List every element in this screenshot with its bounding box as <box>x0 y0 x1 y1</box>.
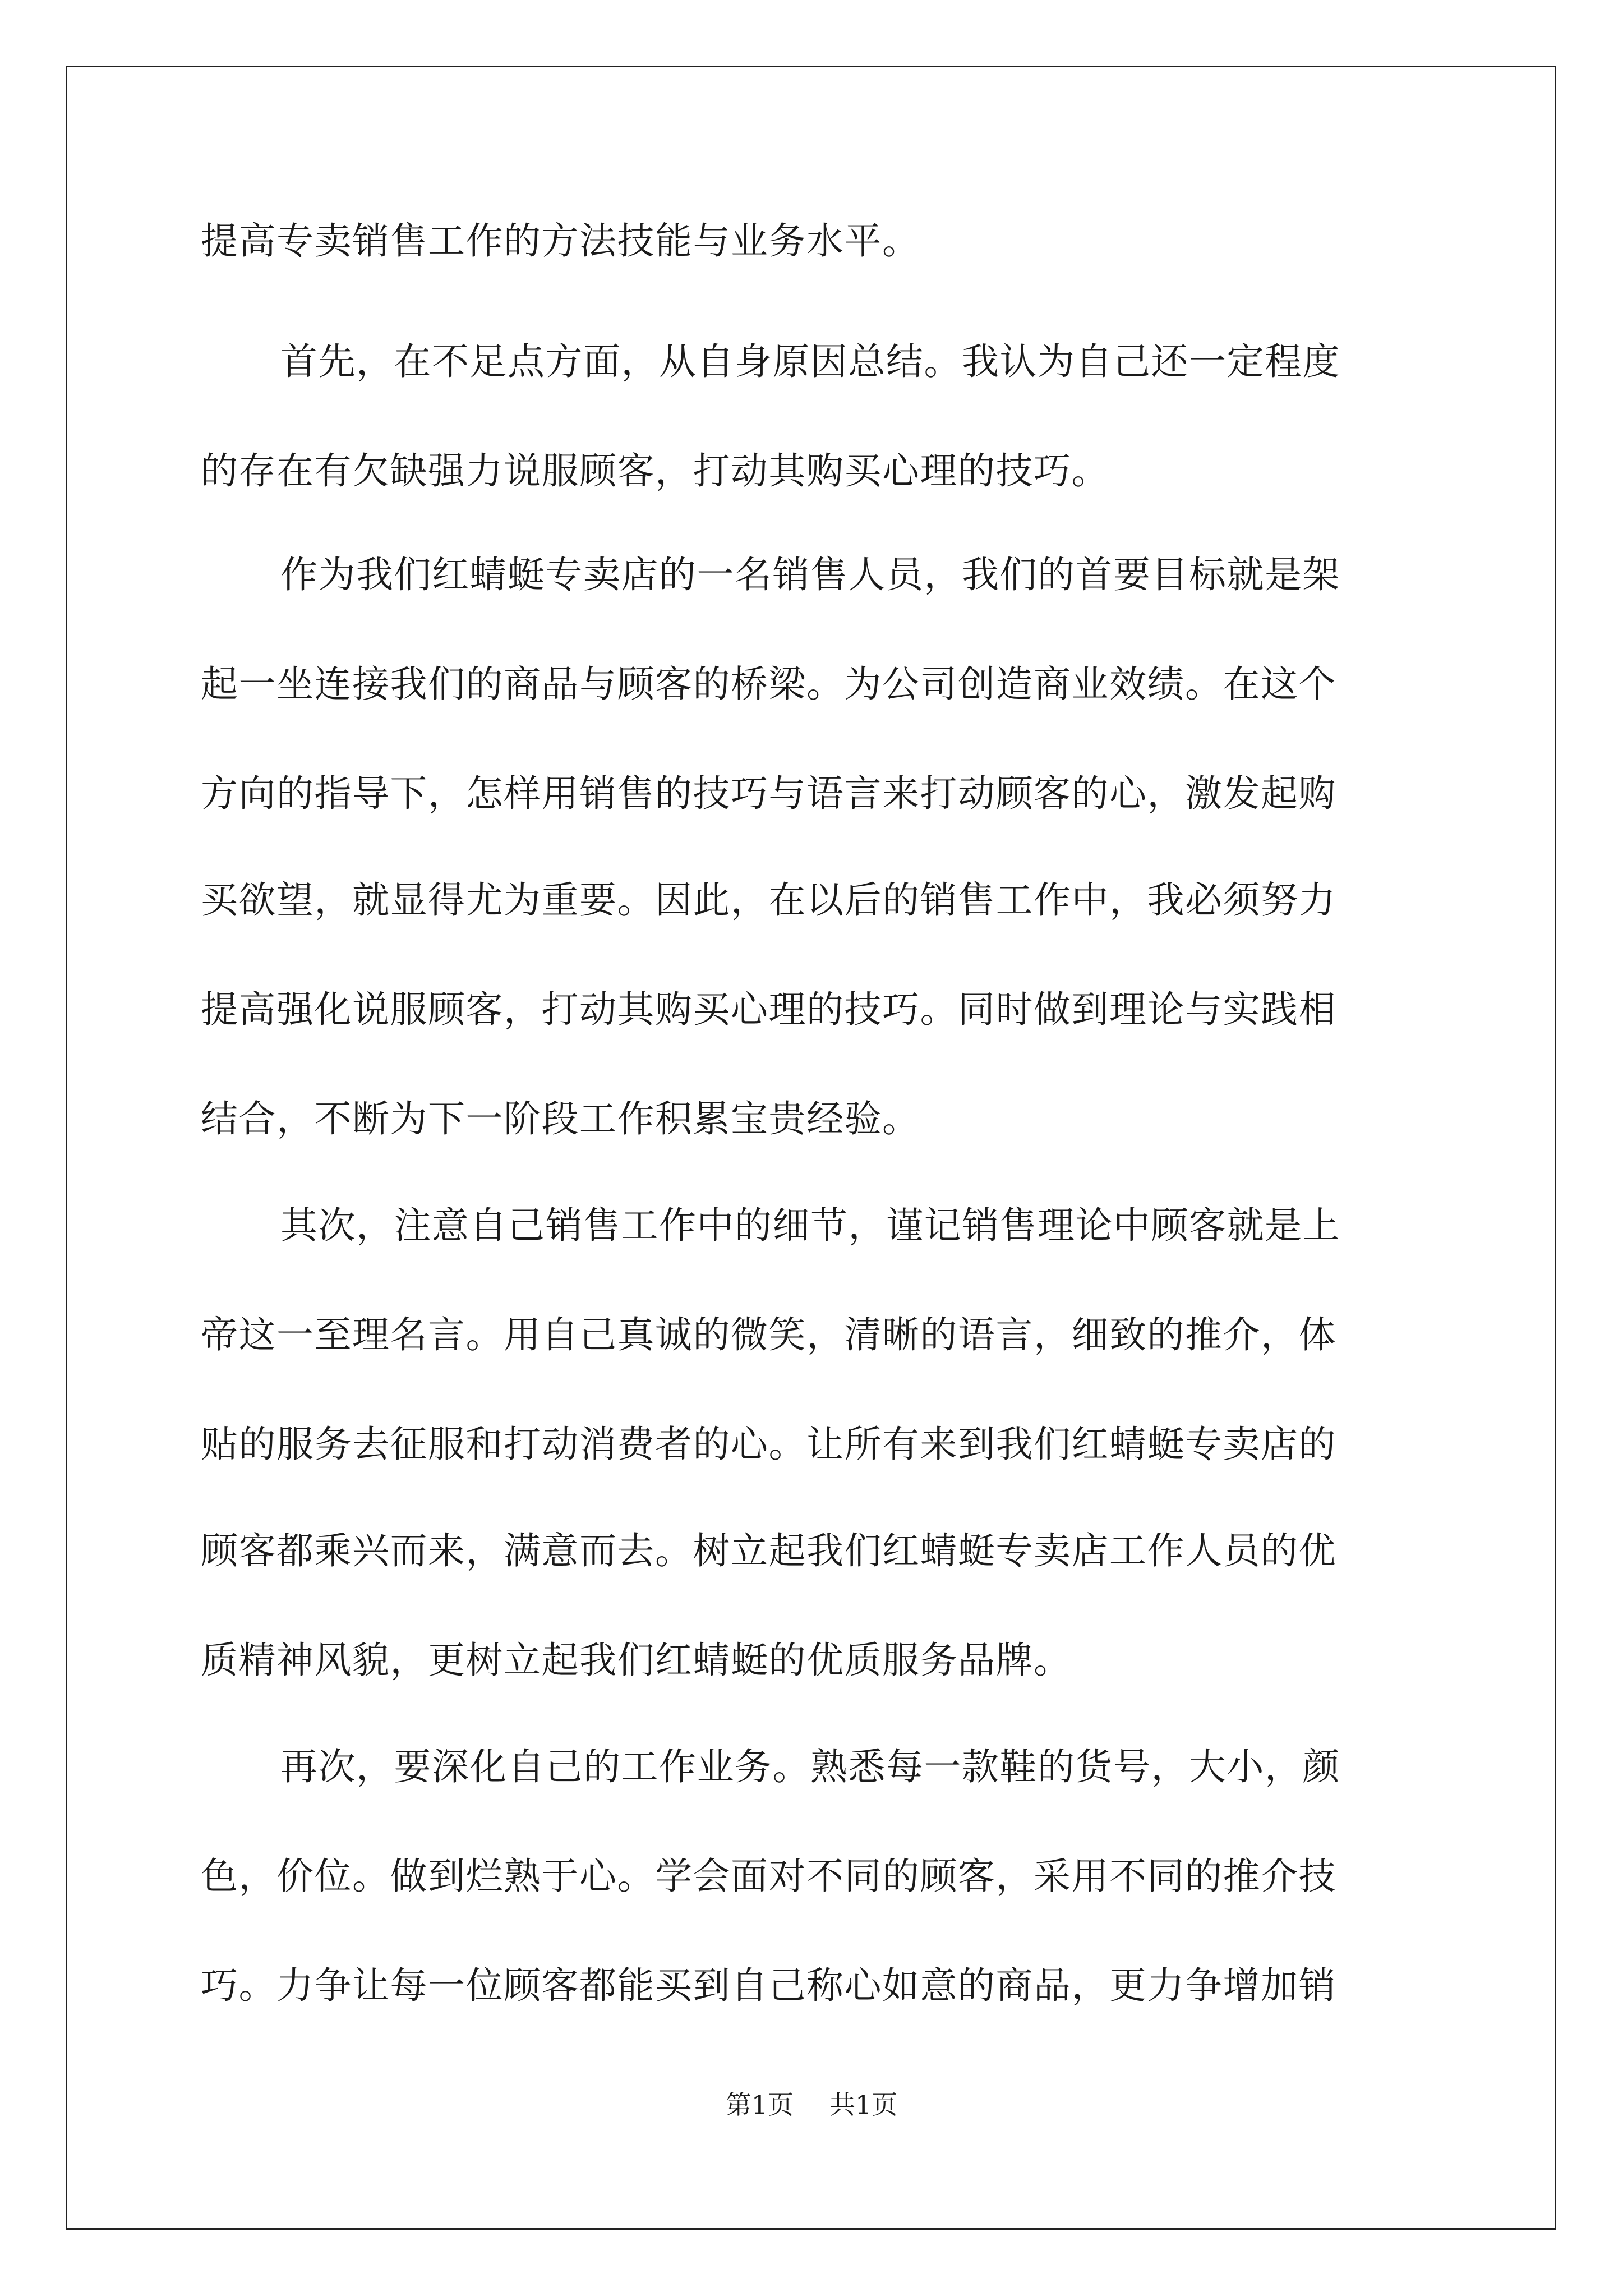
page-number-total: 共1页 <box>829 2090 898 2120</box>
paragraph-first-line: 作为我们红蜻蜓专卖店的一名销售人员，我们的首要目标就是架 <box>280 553 1340 596</box>
body-text-line: 结合，不断为下一阶段工作积累宝贵经验。 <box>201 1097 920 1140</box>
body-text-line: 起一坐连接我们的商品与顾客的桥梁。为公司创造商业效绩。在这个 <box>201 662 1336 706</box>
page-footer <box>0 2089 1623 2120</box>
body-text-line: 巧。力争让每一位顾客都能买到自己称心如意的商品，更力争增加销 <box>201 1964 1336 2007</box>
body-text-line: 买欲望，就显得尤为重要。因此，在以后的销售工作中，我必须努力 <box>201 878 1336 922</box>
body-text-line: 贴的服务去征服和打动消费者的心。让所有来到我们红蜻蜓专卖店的 <box>201 1423 1336 1466</box>
body-text-line: 色，价位。做到烂熟于心。学会面对不同的顾客，采用不同的推介技 <box>201 1855 1336 1898</box>
page-number-current: 第1页 <box>725 2090 794 2120</box>
paragraph-first-line: 再次，要深化自己的工作业务。熟悉每一款鞋的货号，大小，颜 <box>280 1745 1340 1788</box>
body-text-line: 帝这一至理名言。用自己真诚的微笑，清晰的语言，细致的推介，体 <box>201 1313 1336 1356</box>
body-text-line: 顾客都乘兴而来，满意而去。树立起我们红蜻蜓专卖店工作人员的优 <box>201 1529 1336 1572</box>
body-text-line: 的存在有欠缺强力说服顾客，打动其购买心理的技巧。 <box>201 449 1109 493</box>
body-text-line: 提高专卖销售工作的方法技能与业务水平。 <box>201 219 920 263</box>
paragraph-first-line: 其次，注意自己销售工作中的细节，谨记销售理论中顾客就是上 <box>280 1204 1340 1247</box>
paragraph-first-line: 首先，在不足点方面，从自身原因总结。我认为自己还一定程度 <box>280 340 1340 383</box>
page-border <box>66 66 1556 2230</box>
body-text-line: 方向的指导下，怎样用销售的技巧与语言来打动顾客的心，激发起购 <box>201 772 1336 815</box>
body-text-line: 提高强化说服顾客，打动其购买心理的技巧。同时做到理论与实践相 <box>201 988 1336 1031</box>
body-text-line: 质精神风貌，更树立起我们红蜻蜓的优质服务品牌。 <box>201 1639 1072 1682</box>
